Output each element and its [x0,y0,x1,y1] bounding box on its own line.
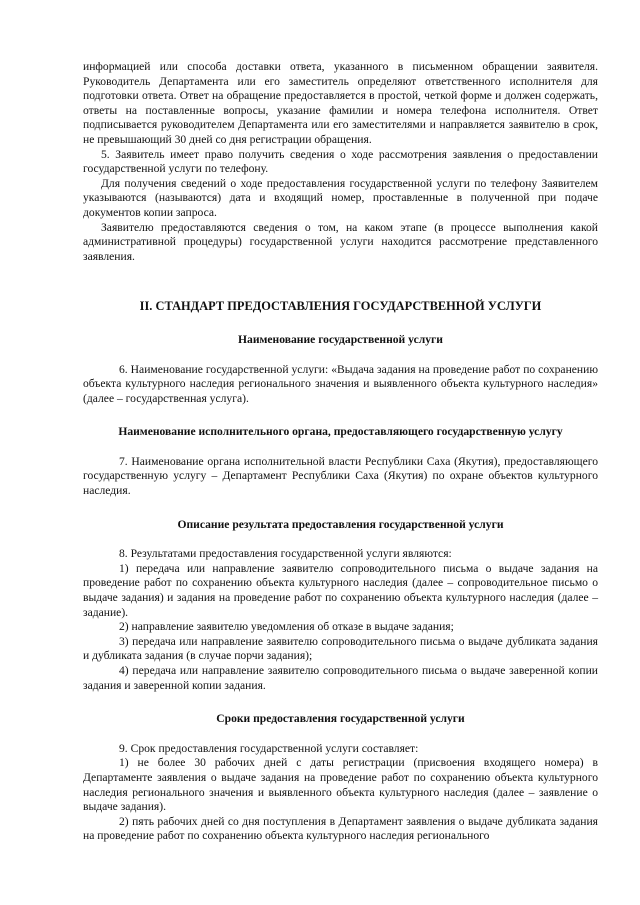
heading-executive-body: Наименование исполнительного органа, предоставляющего государственную услугу [118,425,563,439]
paragraph-item-9: 9. Срок предоставления государственной услуги составляет: [119,741,419,755]
list-item-8-4: 4) передача или направление заявителю сопроводительного письма о выдаче заверенной копии задания и заверенной копии задания. [83,664,598,692]
paragraph-stage-info: Заявителю предоставляются сведения о том, на каком этапе (в процессе выполнения какой административной процедуры) государственной услуги находится рассмотрение представленного заявления. [83,220,598,263]
heading-service-name: Наименование государственной услуги [238,332,443,346]
list-item-9-1: 1) не более 30 рабочих дней с даты регистрации (присвоения входящего номера) в Департаменте заявления о выдаче задания на проведение работ по сохранению объекта культурного наследия регионального значения и выявленного объекта культурного наследия (далее – заявление о выдаче задания). [83,756,598,814]
list-item-8-2: 2) направление заявителю уведомления об отказе в выдаче задания; [119,620,454,634]
list-item-8-1: 1) передача или направление заявителю сопроводительного письма о выдаче задания на проведение работ по сохранению объекта культурного наследия (далее – сопроводительное письмо о выдаче задания) и задания на проведение работ по сохранению объекта культурного наследия (далее – задание). [83,561,598,619]
paragraph-item-7: 7. Наименование органа исполнительной власти Республики Саха (Якутия), предоставляющего государственную услугу – Департамент Республики Саха (Якутия) по охране объектов культурного наследия. [83,454,598,498]
section-title: II. СТАНДАРТ ПРЕДОСТАВЛЕНИЯ ГОСУДАРСТВЕННОЙ УСЛУГИ [139,299,542,314]
paragraph-item-6: 6. Наименование государственной услуги: «Выдача задания на проведение работ по сохранению объекта культурного наследия регионального значения и выявленного объекта культурного наследия» (далее – государственная услуга). [83,362,598,405]
heading-service-result: Описание результата предоставления государственной услуги [177,517,504,531]
paragraph-reply-procedure: информацией или способа доставки ответа, указанного в письменном обращении заявителя. Руководитель Департамента или его заместитель определяют ответственного исполнителя для подготовки ответа. Ответ на обращение предоставляется в простой, четкой форме и должен содержать, ответы на поставленные вопросы, указание фамилии и номера телефона исполнителя. Ответ подписывается руководителем Департамента или его заместителями и направляется заявителю в срок, не превышающий 30 дней со дня регистрации обращения. [83,60,598,146]
paragraph-item-8: 8. Результатами предоставления государственной услуги являются: [119,547,452,561]
paragraph-phone-info: Для получения сведений о ходе предоставления государственной услуги по телефону Заявителем указываются (называются) дата и входящий номер, проставленные в полученной при подаче документов копии запроса. [83,176,598,219]
heading-service-terms: Сроки предоставления государственной услуги [216,712,465,726]
list-item-8-3: 3) передача или направление заявителю сопроводительного письма о выдаче дубликата задания и дубликата задания (в случае порчи задания); [83,634,598,663]
paragraph-item-5: 5. Заявитель имеет право получить сведения о ходе рассмотрения заявления о предоставлении государственной услуги по телефону. [83,147,598,176]
list-item-9-2: 2) пять рабочих дней со дня поступления в Департамент заявления о выдаче дубликата задания на проведение работ по сохранению объекта культурного наследия регионального [83,814,598,843]
